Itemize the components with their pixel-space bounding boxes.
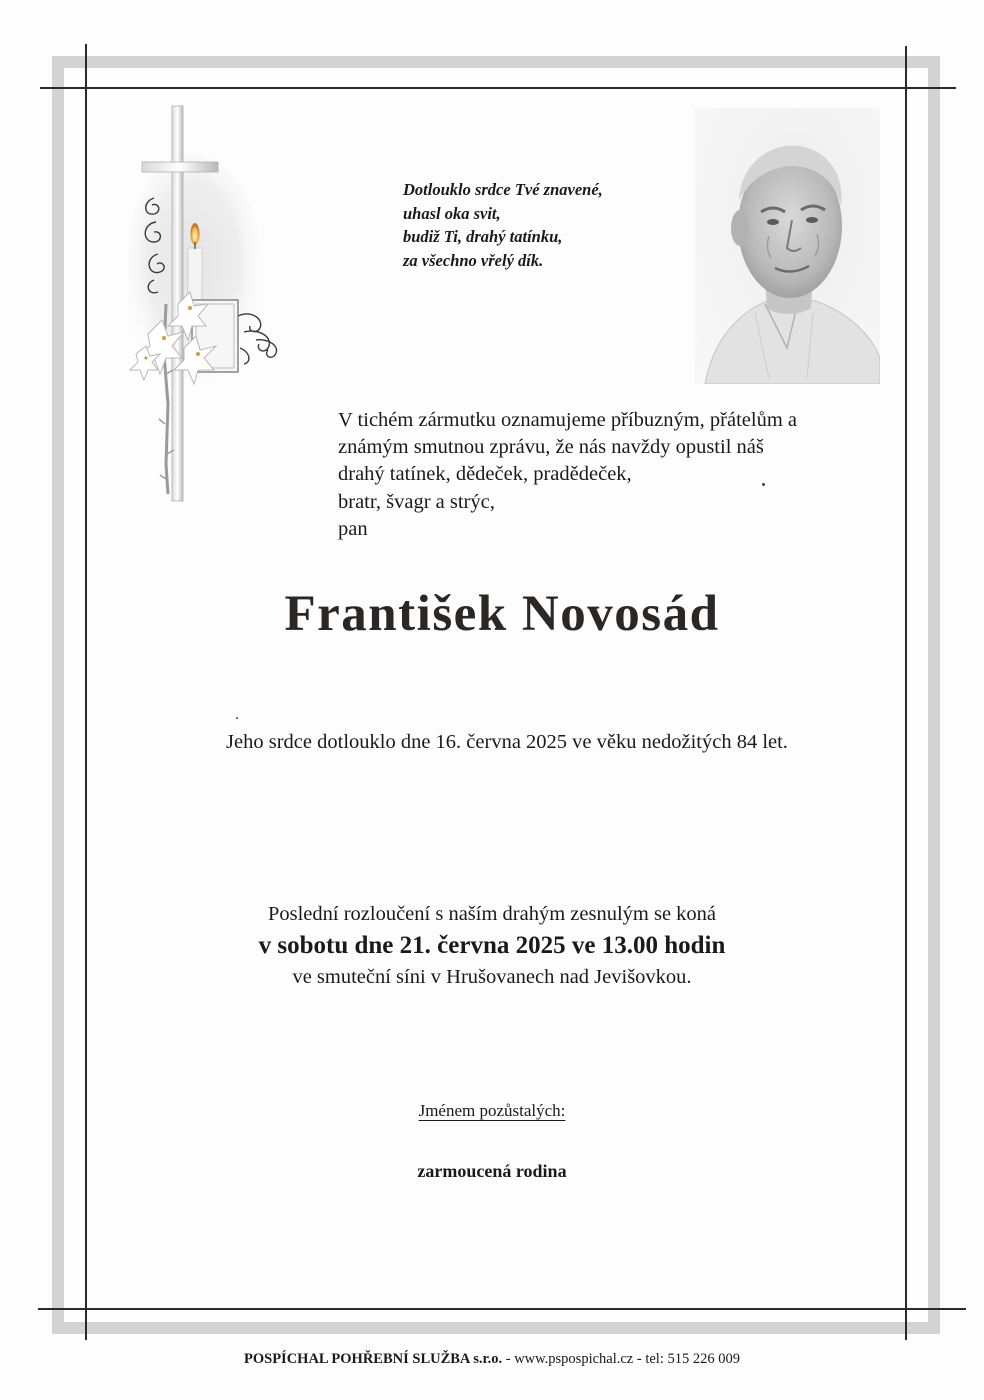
poem-line: budiž Ti, drahý tatínku,: [403, 227, 563, 246]
poem-line: za všechno vřelý dík.: [403, 250, 544, 270]
farewell-datetime: v sobotu dne 21. června 2025 ve 13.00 hodin: [258, 932, 726, 959]
footer-company: POSPÍCHAL POHŘEBNÍ SLUŽBA s.r.o.: [244, 1351, 503, 1367]
announcement-line: drahý tatínek, dědeček, pradědeček,: [338, 463, 632, 486]
family-signature: zarmoucená rodina: [417, 1161, 567, 1181]
on-behalf-label: [0, 1101, 984, 1121]
frame-right-line: [905, 46, 907, 1340]
portrait-illustration: [695, 108, 880, 384]
announcement-line: známým smutnou zprávu, že nás navždy opustil náš: [338, 436, 764, 459]
poem-line: uhasl oka svit,: [403, 203, 501, 223]
poem-line: Dotlouklo srdce Tvé znavené,: [403, 180, 603, 199]
frame-left-line: [85, 44, 87, 1340]
announcement-line: pan: [338, 517, 368, 540]
poem-verse: [403, 178, 693, 272]
footer: [0, 1351, 984, 1368]
announcement-text: [338, 407, 898, 543]
frame-top-line: [40, 87, 956, 89]
cross-candle-lilies-graphic: [128, 104, 308, 504]
farewell-block: [0, 900, 984, 991]
frame-bottom-line: [38, 1308, 966, 1310]
scan-speck: [236, 717, 238, 719]
scan-speck: [762, 483, 765, 486]
announcement-line: bratr, švagr a strýc,: [338, 490, 495, 513]
deceased-name: František Novosád: [284, 586, 720, 642]
death-date-line: Jeho srdce dotlouklo dne 16. června 2025 ve věku nedožitých 84 let.: [226, 731, 788, 753]
farewell-place: ve smuteční síni v Hrušovanech nad Jevišovkou.: [292, 966, 692, 988]
announcement-line: V tichém zármutku oznamujeme příbuzným, přátelům a: [338, 409, 798, 431]
footer-phone: - tel: 515 226 009: [633, 1351, 740, 1367]
farewell-intro: Poslední rozloučení s naším drahým zesnulým se koná: [267, 903, 717, 925]
portrait-photo: [695, 108, 880, 384]
footer-website: - www.pspospichal.cz: [502, 1351, 634, 1367]
on-behalf-text: Jménem pozůstalých:: [418, 1101, 566, 1120]
